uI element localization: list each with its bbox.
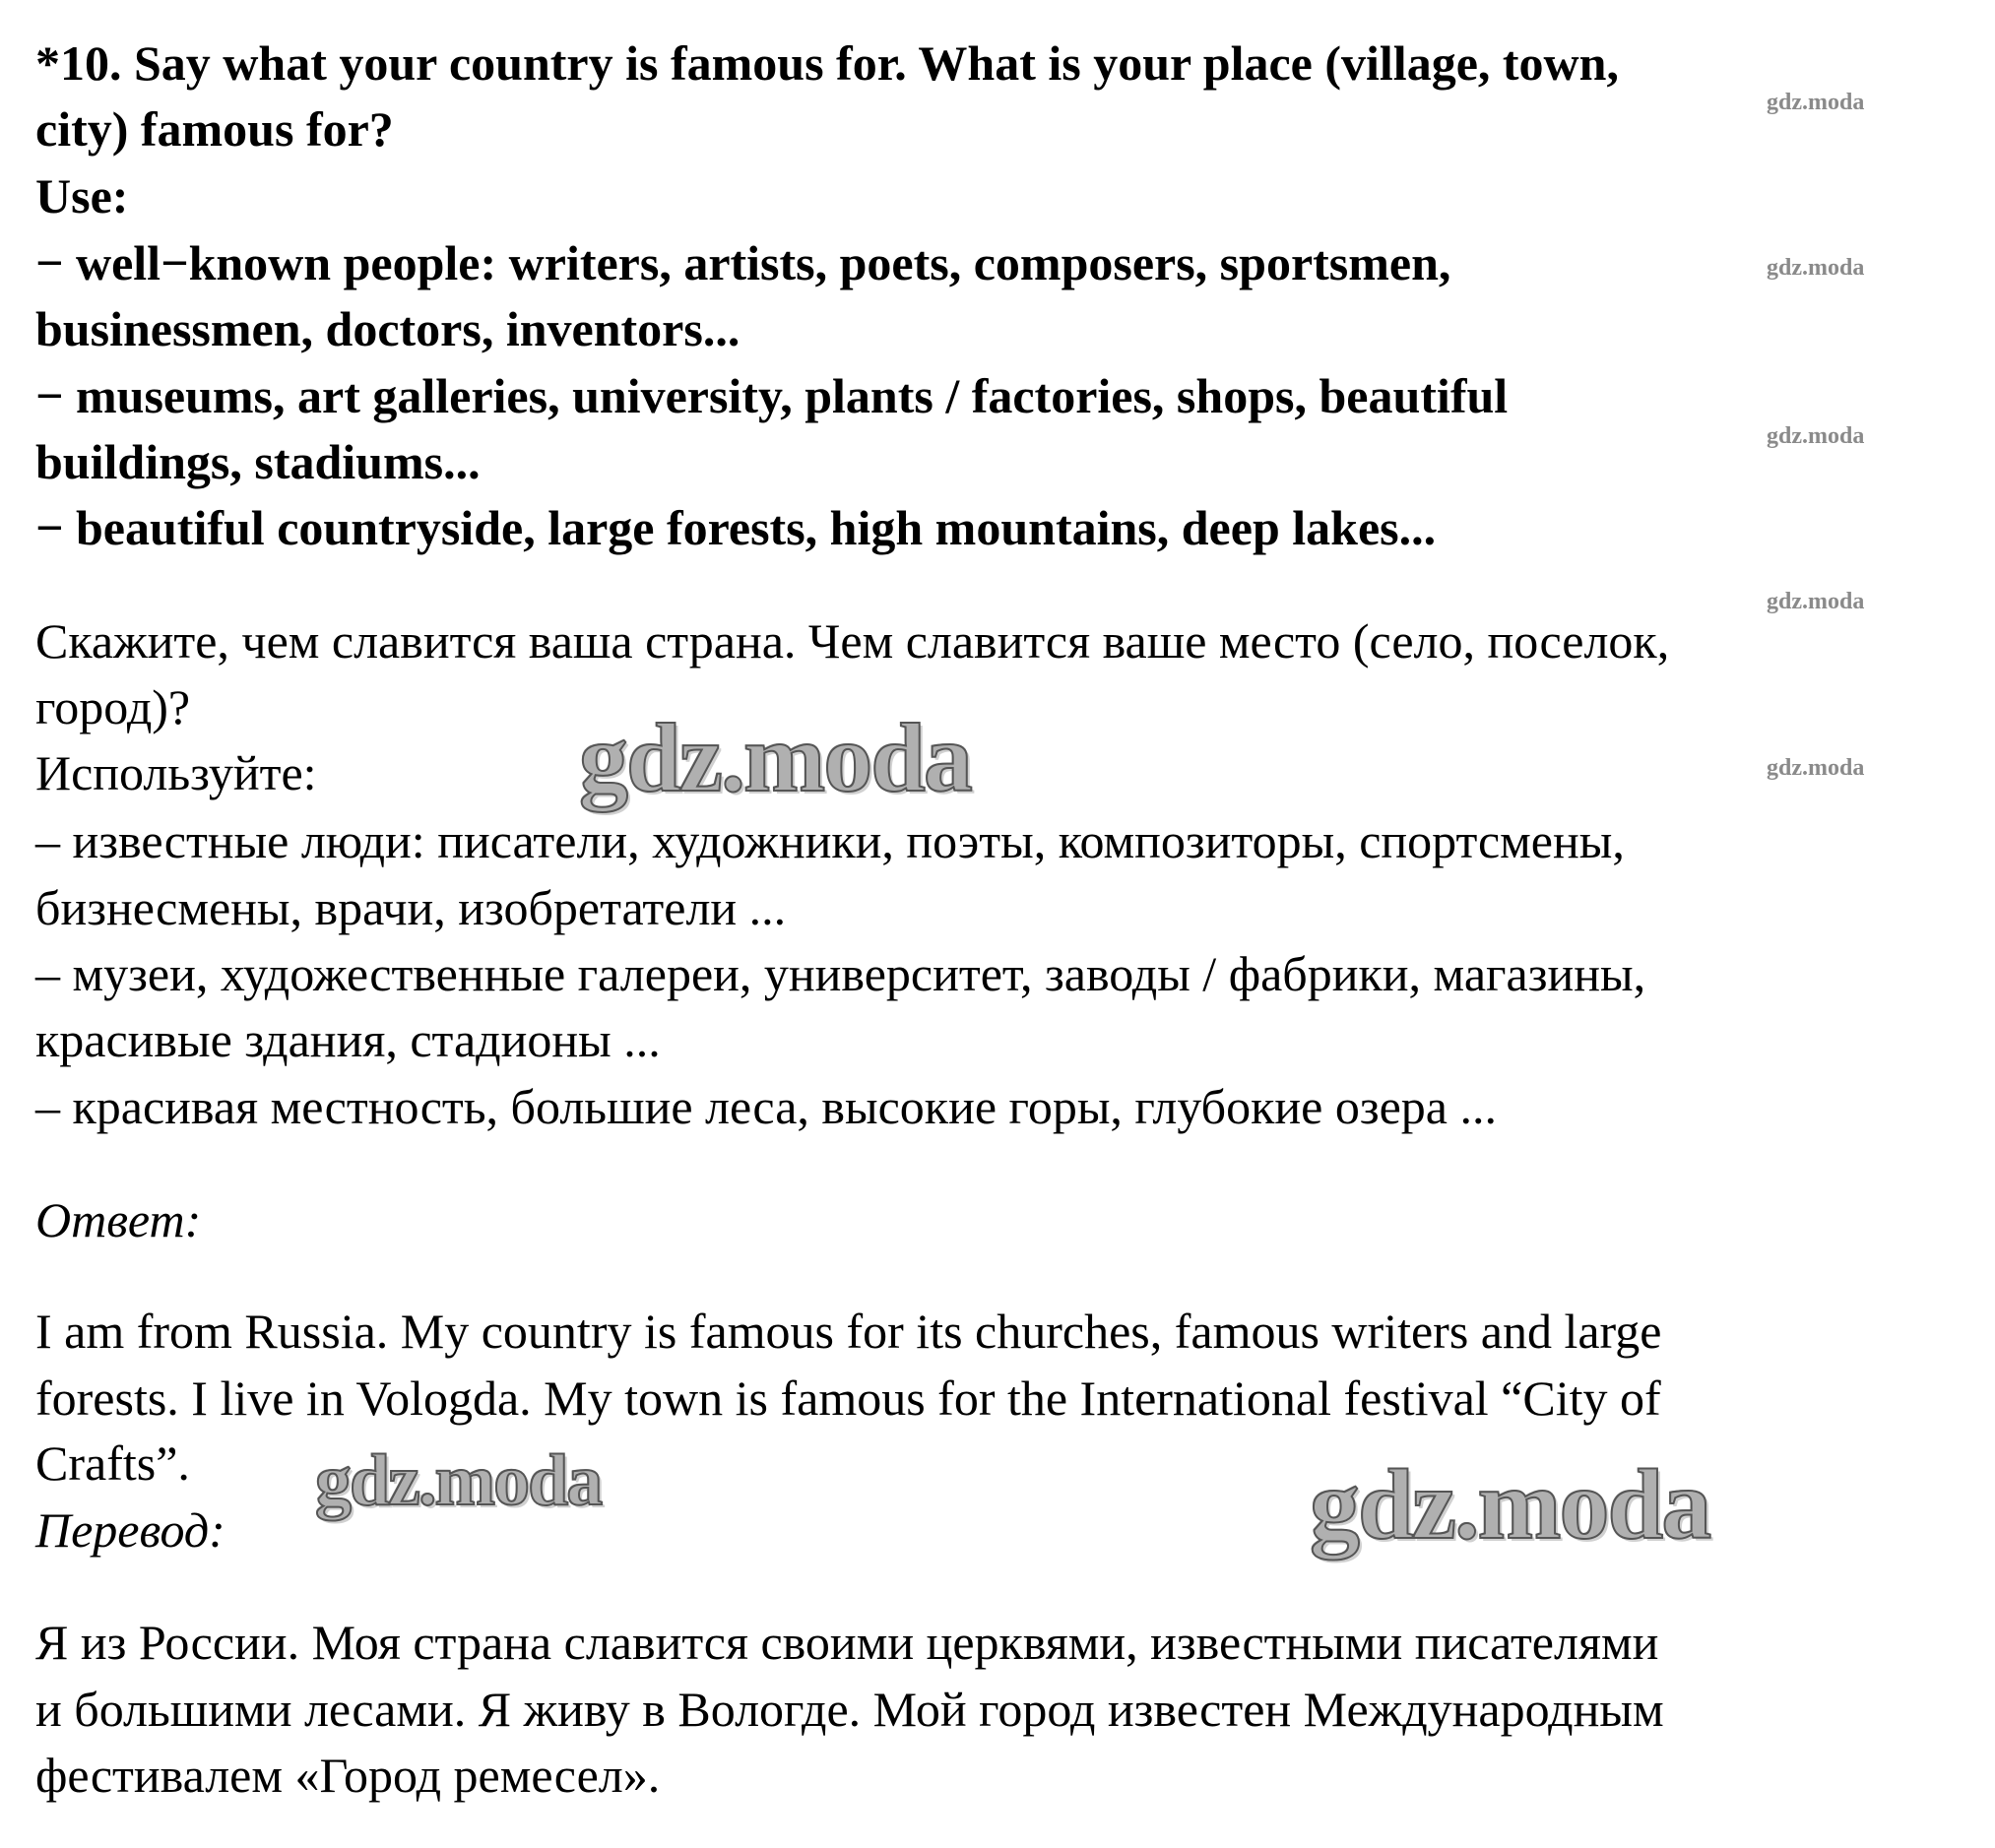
answer-line-3: Crafts”. <box>35 1435 190 1491</box>
watermark-large: gdz.moda <box>1310 1449 1710 1561</box>
translation-task-line-1: Скажите, чем славится ваша страна. Чем славится ваше место (село, поселок, <box>35 613 1670 669</box>
translation-task-line-2: город)? <box>35 679 191 734</box>
watermark-small: gdz.moda <box>1767 589 1865 614</box>
answer-line-1: I am from Russia. My country is famous for its churches, famous writers and large <box>35 1304 1662 1359</box>
translation-line-2: и большими лесами. Я живу в Вологде. Мой город известен Международным <box>35 1682 1664 1737</box>
task-line-1: *10. Say what your country is famous for. What is your place (village, town, <box>35 35 1619 91</box>
answer-line-2: forests. I live in Vologda. My town is famous for the International festival “City of <box>35 1370 1661 1426</box>
translation-line-3: фестивалем «Город ремесел». <box>35 1748 661 1803</box>
watermark-small: gdz.moda <box>1767 423 1865 449</box>
translation-heading: Перевод: <box>35 1502 225 1558</box>
task-line-4: − well−known people: writers, artists, poets, composers, sportsmen, <box>35 235 1451 290</box>
translation-task-line-4: – известные люди: писатели, художники, поэты, композиторы, спортсмены, <box>35 813 1625 868</box>
watermark-small: gdz.moda <box>1767 755 1865 781</box>
task-line-2: city) famous for? <box>35 101 394 157</box>
watermark-small: gdz.moda <box>1767 90 1865 115</box>
translation-task-line-7: красивые здания, стадионы ... <box>35 1012 661 1067</box>
task-line-3: Use: <box>35 168 129 223</box>
task-line-5: businessmen, doctors, inventors... <box>35 301 740 356</box>
answer-heading: Ответ: <box>35 1192 202 1247</box>
task-line-7: buildings, stadiums... <box>35 434 481 489</box>
translation-task-line-8: – красивая местность, большие леса, высокие горы, глубокие озера ... <box>35 1079 1497 1134</box>
translation-task-line-5: бизнесмены, врачи, изобретатели ... <box>35 880 787 935</box>
translation-task-line-3: Используйте: <box>35 745 317 800</box>
task-line-6: − museums, art galleries, university, plants / factories, shops, beautiful <box>35 368 1509 423</box>
translation-task-line-6: – музеи, художественные галереи, университет, заводы / фабрики, магазины, <box>35 946 1646 1001</box>
watermark-large: gdz.moda <box>579 703 971 812</box>
task-line-8: − beautiful countryside, large forests, high mountains, deep lakes... <box>35 500 1437 555</box>
watermark-large: gdz.moda <box>315 1440 602 1521</box>
watermark-small: gdz.moda <box>1767 255 1865 281</box>
translation-line-1: Я из России. Моя страна славится своими церквями, известными писателями <box>35 1615 1659 1670</box>
